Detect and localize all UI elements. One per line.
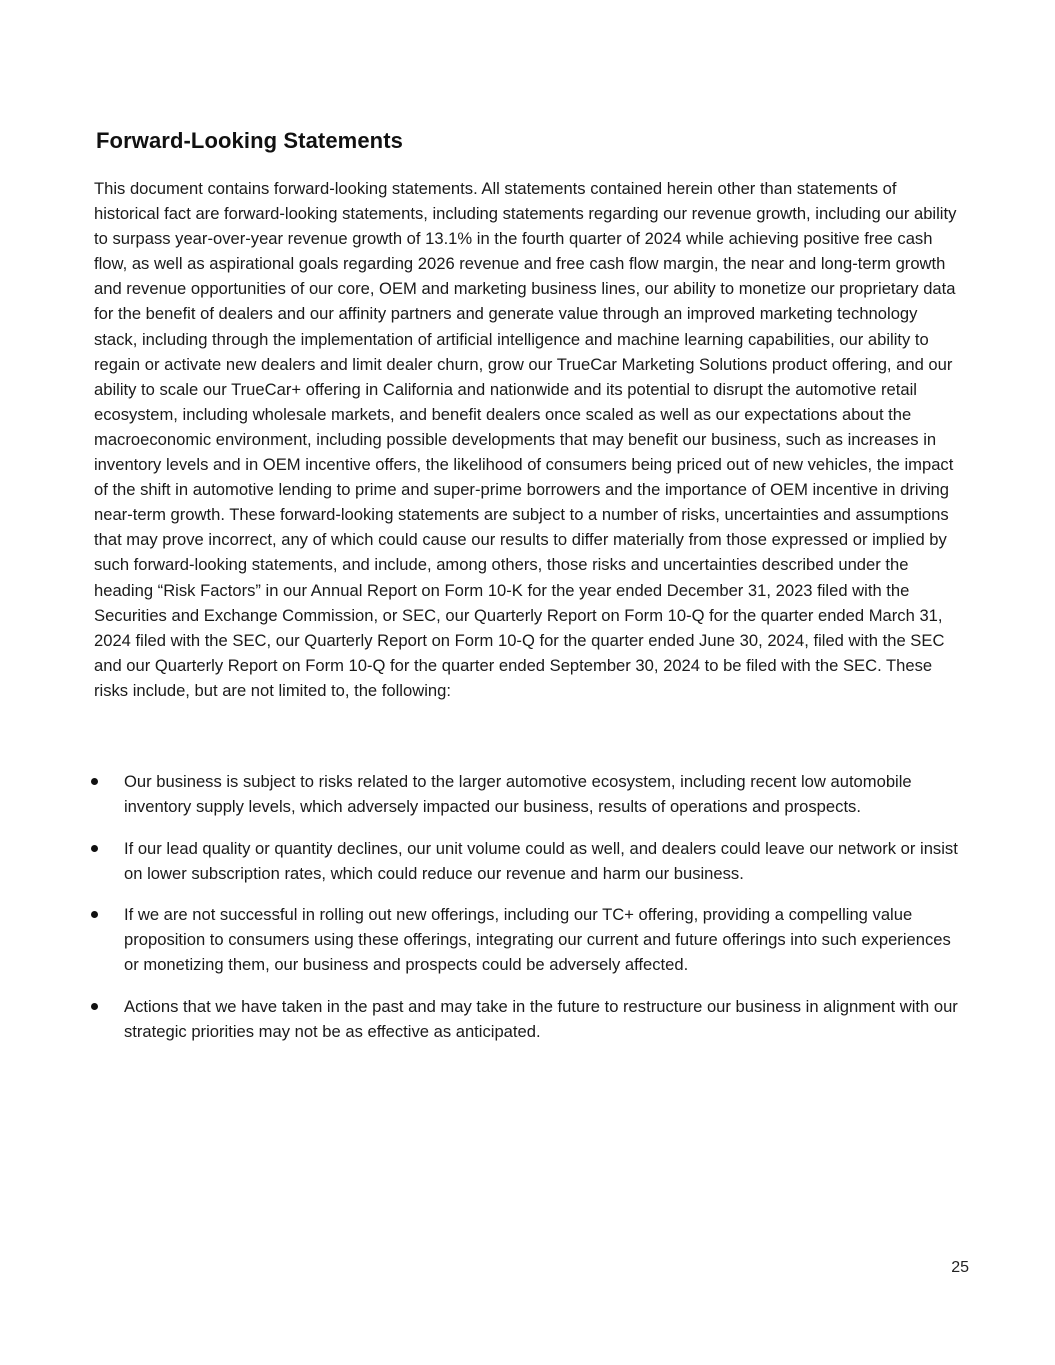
bullet-item bbox=[82, 902, 962, 977]
bullet-text: Our business is subject to risks related to the larger automotive ecosystem, including recent low automobile inventory supply levels, which adversely impacted our business, results of operations and prospects. bbox=[124, 772, 912, 817]
bullet-icon bbox=[91, 845, 98, 852]
bullet-icon bbox=[91, 911, 98, 918]
section-heading: Forward-Looking Statements bbox=[96, 128, 403, 153]
bullet-text: Actions that we have taken in the past and may take in the future to restructure our business in alignment with our strategic priorities may not be as effective as anticipated. bbox=[124, 996, 958, 1041]
bullet-item bbox=[82, 994, 962, 1044]
bullet-text: If we are not successful in rolling out new offerings, including our TC+ offering, providing a compelling value proposition to consumers using these offerings, integrating our current and future offerings into such experiences or monetizing them, our business and prospects could be adversely affected. bbox=[124, 905, 951, 975]
page-number: 25 bbox=[951, 1259, 969, 1276]
bullet-icon bbox=[91, 1003, 98, 1010]
bullet-item bbox=[82, 769, 962, 819]
bullet-icon bbox=[91, 778, 98, 785]
bullet-item bbox=[82, 836, 962, 886]
bullet-text: If our lead quality or quantity declines, our unit volume could as well, and dealers could leave our network or insist on lower subscription rates, which could reduce our revenue and harm our business. bbox=[124, 838, 958, 883]
body-paragraph: This document contains forward-looking statements. All statements contained herein other than statements of historical fact are forward-looking statements, including statements regarding our revenue growth, including our ability to surpass year-over-year revenue growth of 13.1% in the fourth quarter of 2024 while achieving positive free cash flow, as well as aspirational goals regarding 2026 revenue and free cash flow margin, the near and long-term growth and revenue opportunities of our core, OEM and marketing business lines, our ability to monetize our proprietary data for the benefit of dealers and our affinity partners and generate value through an improved marketing technology stack, including through the implementation of artificial intelligence and machine learning capabilities, our ability to regain or activate new dealers and limit dealer churn, grow our TrueCar Marketing Solutions product offering, and our ability to scale our TrueCar+ offering in California and nationwide and its potential to disrupt the automotive retail ecosystem, including wholesale markets, and benefit dealers once scaled as well as our expectations about the macroeconomic environment, including possible developments that may benefit our business, such as increases in inventory levels and in OEM incentive offers, the likelihood of consumers being priced out of new vehicles, the impact of the shift in automotive lending to prime and super-prime borrowers and the importance of OEM incentive in driving near-term growth. These forward-looking statements are subject to a number of risks, uncertainties and assumptions that may prove incorrect, any of which could cause our results to differ materially from those expressed or implied by such forward-looking statements, and include, among others, those risks and uncertainties described under the heading “Risk Factors” in our Annual Report on Form 10-K for the year ended December 31, 2023 filed with the Securities and Exchange Commission, or SEC, our Quarterly Report on Form 10-Q for the quarter ended March 31, 2024 filed with the SEC, our Quarterly Report on Form 10-Q for the quarter ended June 30, 2024, filed with the SEC and our Quarterly Report on Form 10-Q for the quarter ended September 30, 2024 to be filed with the SEC. These risks include, but are not limited to, the following: bbox=[94, 179, 957, 700]
risk-bullet-list bbox=[82, 769, 962, 1044]
